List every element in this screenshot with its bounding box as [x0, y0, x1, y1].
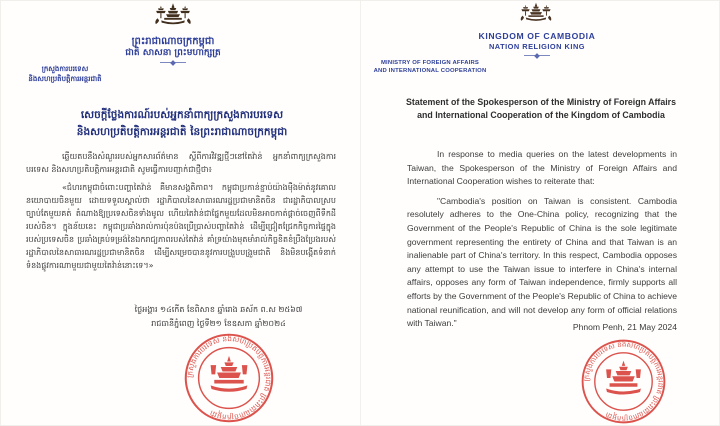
ministry-red-seal — [183, 332, 275, 424]
statement-title-khmer-line2: និងសហប្រតិបត្តិការអន្តរជាតិ នៃព្រះរាជាណាចក្រកម្ពុជា — [76, 126, 288, 138]
motto-english: NATION RELIGION KING — [488, 42, 586, 51]
gregorian-date-line: រាជធានីភ្នំពេញ ថ្ងៃទី២១ ខែឧសភា ឆ្នាំ២០២៤ — [151, 319, 286, 328]
kingdom-title-english: KINGDOM OF CAMBODIA — [478, 31, 596, 41]
dateline-english: Phnom Penh, 21 May 2024 — [572, 322, 677, 332]
seal-arms-icon — [211, 356, 248, 392]
seal-ring-text: ក្រសួងការបរទេស និងសហប្រតិបត្តិការអន្តរជាតិ ព្រះរាជាណាចក្រកម្ពុជា — [185, 334, 273, 422]
english-paragraph-1: In response to media queries on the latest developments in Taiwan, the Spokesperson of the Ministry of Foreign Affairs and International Cooperation wishes to reiterate that: — [407, 149, 677, 187]
dateline-khmer — [96, 303, 341, 331]
statement-body-khmer — [26, 150, 336, 277]
seal-ring-text: ក្រសួងការបរទេស និងសហប្រតិបត្តិការអន្តរជាតិ ព្រះរាជាណាចក្រកម្ពុជា — [582, 340, 665, 423]
seal-arms-icon — [606, 361, 641, 395]
statement-title-english-line1: Statement of the Spokesperson of the Ministry of Foreign Affairs — [406, 97, 676, 107]
divider-ornament-icon — [160, 60, 186, 65]
ministry-name-english — [367, 60, 493, 75]
khmer-paragraph-2: «ជំហរកម្ពុជាចំពោះបញ្ហាតៃវ៉ាន់ គឺមានសង្គតិភាព។ កម្ពុជាប្រកាន់ខ្ជាប់យ៉ាងម៉ឺងម៉ាត់នូវគោលនយោបាយចិនមួយ ដោយទទួលស្គាល់ថា រដ្ឋាភិបាលនៃសាធារណរដ្ឋប្រជាមានិតចិន ជារដ្ឋាភិបាលស្របច្បាប់តែមួយគត់ តំណាងឱ្យប្រទេសចិនទាំងមូល ហើយតៃវ៉ាន់ជាផ្នែកមួយដែលមិនអាចកាត់ផ្តាច់ចេញពីទឹកដីរបស់ចិន។ ក្នុងន័យនេះ កម្ពុជាប្រឆាំងរាល់ការប៉ុនប៉ងប្រើប្រាស់បញ្ហាតៃវ៉ាន់ ដើម្បីជ្រៀតជ្រែកកិច្ចការផ្ទៃក្នុងរបស់ប្រទេសចិន ប្រឆាំងគ្រប់ទម្រង់នៃឯករាជ្យភាពរបស់តៃវ៉ាន់ គាំទ្រយ៉ាងមុតមាំរាល់កិច្ចខិតខំប្រឹងប្រែងរបស់រដ្ឋាភិបាលនៃសាធារណរដ្ឋប្រជាមានិតចិន ដើម្បីសម្រេចបាននូវការបង្រួបបង្រួមជាតិ និងមិនបង្កើតទំនាក់ទំនងផ្លូវការណាមួយជាមួយតៃវ៉ាន់នោះទេ។» — [26, 183, 336, 270]
khmer-paragraph-1: ឆ្លើយតបនឹងសំណួររបស់អ្នកសារព័ត៌មាន ស្តីពីការវិវឌ្ឍថ្មីៗនៅតៃវ៉ាន់ អ្នកនាំពាក្យក្រសួងការបរទេស និងសហប្រតិបត្តិការអន្តរជាតិ សូមធ្វើការបញ្ជាក់ជាថ្មីថា៖ — [26, 152, 336, 174]
english-paragraph-2: "Cambodia's position on Taiwan is consistent. Cambodia resolutely adheres to the One-China policy, recognizing that the Government of the People's Republic of China is the sole legitimate government representing the entirety of China and that Taiwan is an inalienable part of China's territory. In this respect, Cambodia opposes any attempt to use the Taiwan issue to interfere in China's internal affairs, opposes any form of Taiwan independence, firmly supports all efforts by the Government of the People's Republic of China to achieve national reunification, and will not develop any form of official relations with Taiwan." — [407, 195, 677, 329]
statement-title-english-line2: and International Cooperation of the Kingdom of Cambodia — [417, 110, 665, 120]
ministry-name-khmer — [7, 65, 123, 84]
ministry-line-2: និងសហប្រតិបត្តិការអន្តរជាតិ — [28, 74, 102, 83]
ministry-line-2: AND INTERNATIONAL COOPERATION — [373, 67, 487, 74]
ministry-line-1: ក្រសួងការបរទេស — [41, 65, 89, 73]
statement-title-khmer-line1: សេចក្តីថ្លែងការណ៍របស់អ្នកនាំពាក្យក្រសួងការបរទេស — [80, 109, 284, 121]
divider-ornament-icon — [524, 53, 550, 58]
kingdom-title-khmer: ព្រះរាជាណាចក្រកម្ពុជា — [131, 36, 215, 47]
royal-arms-icon — [517, 1, 555, 29]
khmer-statement-page — [1, 1, 360, 426]
lunar-date-line: ថ្ងៃអង្គារ ១៤កើត ខែពិសាខ ឆ្នាំរោង ឆស័ក ព.ស ២៥៦៧ — [134, 305, 303, 314]
ministry-line-1: MINISTRY OF FOREIGN AFFAIRS — [380, 60, 480, 66]
motto-khmer: ជាតិ សាសនា ព្រះមហាក្សត្រ — [125, 48, 221, 58]
statement-body-english — [407, 148, 677, 337]
ministry-red-seal — [580, 338, 667, 425]
royal-arms-icon — [151, 1, 195, 34]
english-statement-page — [360, 1, 719, 426]
